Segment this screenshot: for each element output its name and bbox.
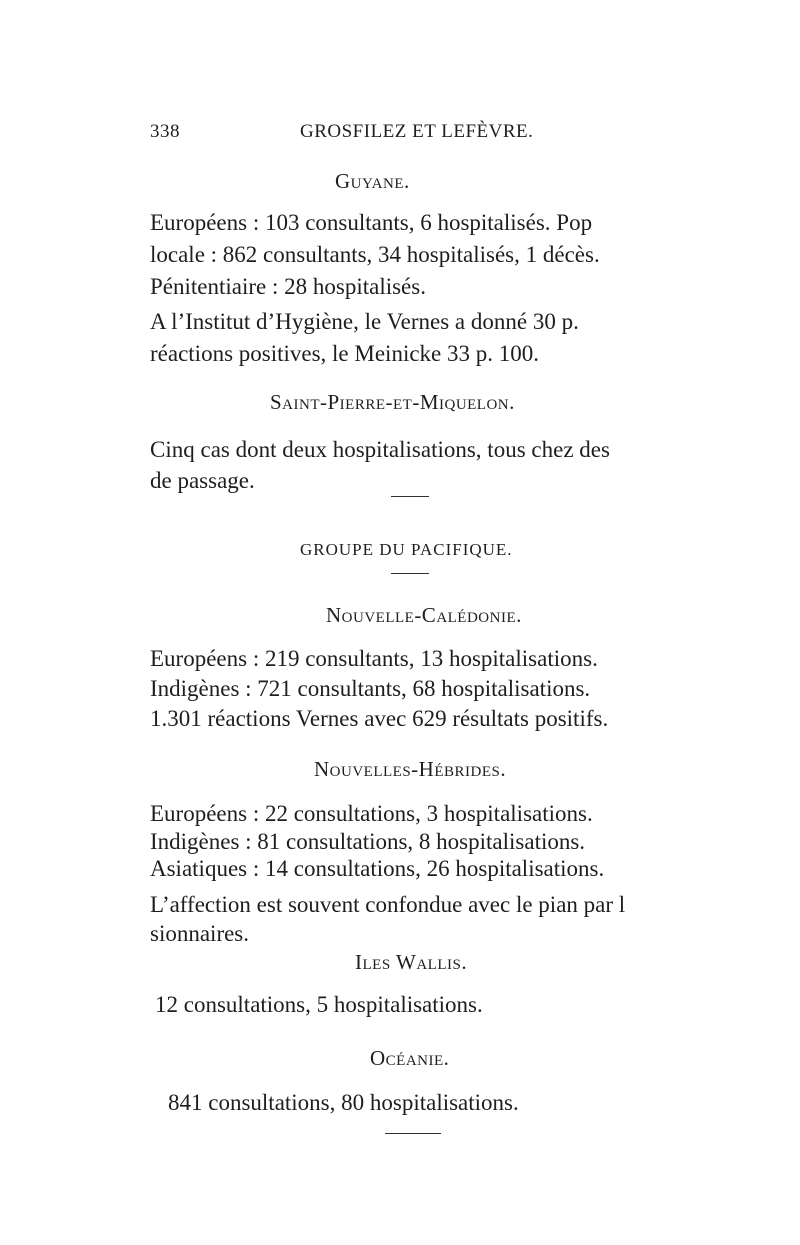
page-number: 338: [150, 121, 180, 142]
text-line: Pénitentiaire : 28 hospitalisés.: [150, 274, 426, 299]
text-line: 1.301 réactions Vernes avec 629 résultats positifs.: [150, 706, 609, 731]
divider-rule: [391, 496, 429, 497]
text-line: Européens : 103 consultants, 6 hospitalisés. Pop: [150, 210, 593, 235]
running-title: GROSFILEZ ET LEFÈVRE.: [300, 121, 534, 142]
section-title-nouvelles-hebrides: Nouvelles-Hébrides.: [314, 757, 507, 781]
text-line: Cinq cas dont deux hospitalisations, tous chez des: [150, 437, 610, 462]
text-line: 841 consultations, 80 hospitalisations.: [168, 1090, 519, 1115]
text-line: Asiatiques : 14 consultations, 26 hospitalisations.: [150, 856, 605, 881]
text-line: L’affection est souvent confondue avec le pian par l: [150, 892, 626, 917]
text-line: de passage.: [150, 468, 255, 493]
text-line: réactions positives, le Meinicke 33 p. 100.: [150, 341, 540, 366]
section-title-guyane: Guyane.: [335, 169, 410, 193]
text-line: locale : 862 consultants, 34 hospitalisés, 1 décès.: [150, 242, 600, 267]
divider-rule: [391, 573, 429, 574]
text-line: Européens : 219 consultants, 13 hospitalisations.: [150, 646, 598, 671]
text-line: 12 consultations, 5 hospitalisations.: [155, 992, 483, 1017]
text-line: Indigènes : 721 consultants, 68 hospitalisations.: [150, 676, 591, 701]
text-line: Indigènes : 81 consultations, 8 hospitalisations.: [150, 829, 586, 854]
text-line: Européens : 22 consultations, 3 hospitalisations.: [150, 801, 593, 826]
section-title-iles-wallis: Iles Wallis.: [355, 950, 468, 974]
text-line: sionnaires.: [150, 921, 250, 946]
text-line: A l’Institut d’Hygiène, le Vernes a donné 30 p.: [150, 309, 579, 334]
section-title-saint-pierre: Saint-Pierre-et-Miquelon.: [270, 390, 515, 414]
section-title-oceanie: Océanie.: [370, 1046, 450, 1070]
group-title-pacifique: GROUPE DU PACIFIQUE.: [300, 540, 513, 559]
end-rule: [385, 1133, 441, 1134]
section-title-nouvelle-caledonie: Nouvelle-Calédonie.: [326, 603, 522, 627]
